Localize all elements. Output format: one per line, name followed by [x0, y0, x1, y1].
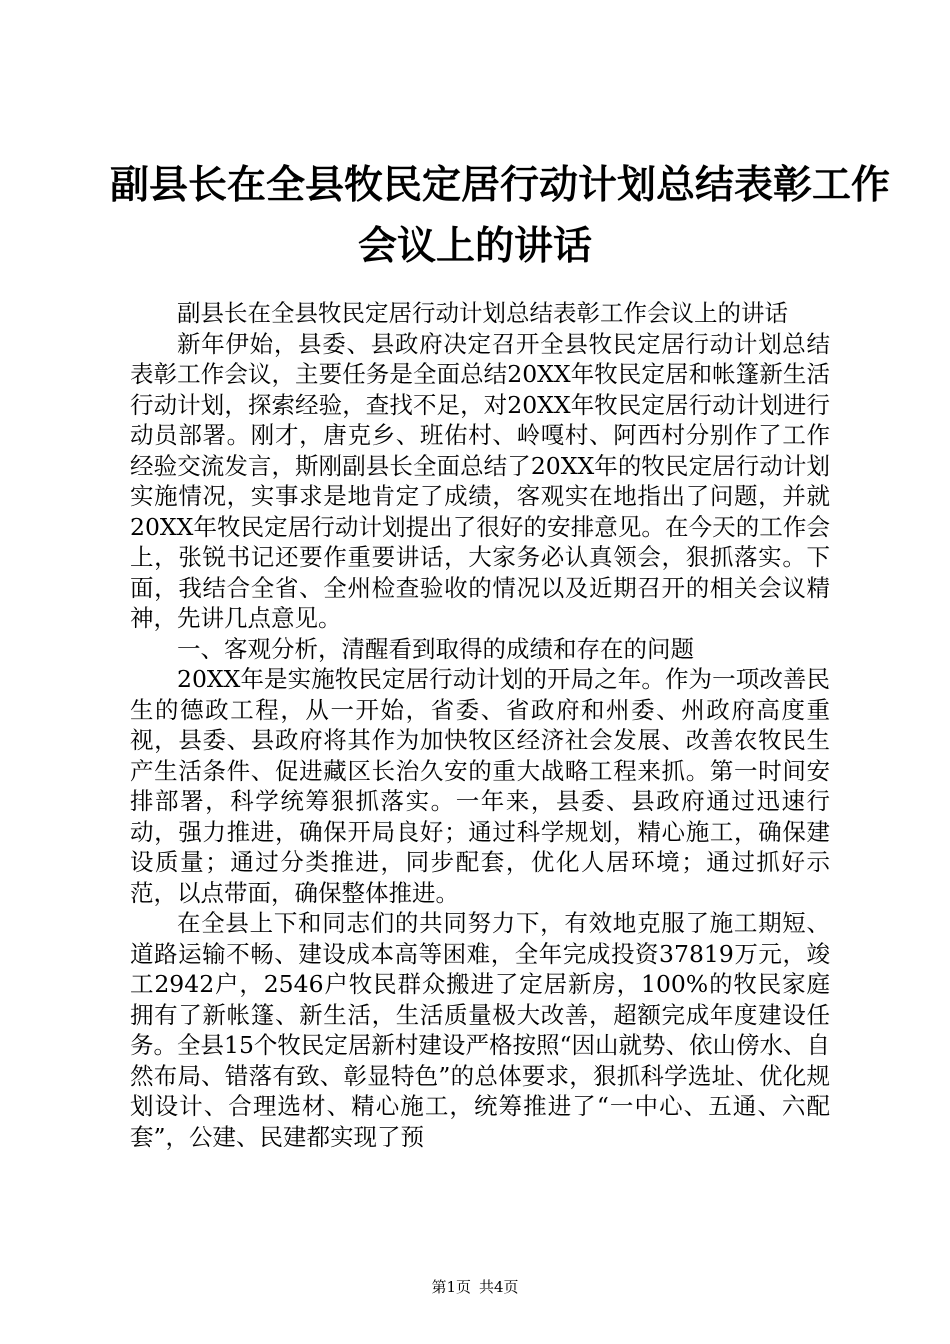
section-heading-1: 一、客观分析，清醒看到取得的成绩和存在的问题	[177, 634, 694, 663]
paragraph-subtitle: 副县长在全县牧民定居行动计划总结表彰工作会议上的讲话	[177, 299, 788, 327]
document-body	[130, 298, 830, 1152]
page-number: 第1页	[431, 1278, 471, 1296]
paragraph-achievements: 在全县上下和同志们的共同努力下，有效地克服了施工期短、道路运输不畅、建设成本高等困难，全年完成投资37819万元，竣工2942户，2546户牧民群众搬进了定居新房，100%的牧民家庭拥有了新帐篷、新生活，生活质量极大改善，超额完成年度建设任务。全县15个牧民定居新村建设严格按照“因山就势、依山傍水、自然布局、错落有致、彰显特色”的总体要求，狠抓科学选址、优化规划设计、合理选材、精心施工，统筹推进了“一中心、五通、六配套”，公建、民建都实现了预	[130, 909, 830, 1151]
page-footer	[0, 1277, 950, 1297]
document-title-line-2: 会议上的讲话	[357, 223, 592, 269]
page-total: 共4页	[479, 1278, 519, 1296]
document-title-line-1: 副县长在全县牧民定居行动计划总结表彰工作	[110, 162, 891, 208]
paragraph-opening: 新年伊始，县委、县政府决定召开全县牧民定居行动计划总结表彰工作会议，主要任务是全面总结20XX年牧民定居和帐篷新生活行动计划，探索经验，查找不足，对20XX年牧民定居行动计划进行动员部署。刚才，唐克乡、班佑村、岭嘎村、阿西村分别作了工作经验交流发言，斯刚副县长全面总结了20XX年的牧民定居行动计划实施情况，实事求是地肯定了成绩，客观实在地指出了问题，并就20XX年牧民定居行动计划提出了很好的安排意见。在今天的工作会上，张锐书记还要作重要讲话，大家务必认真领会，狠抓落实。下面，我结合全省、全州检查验收的情况以及近期召开的相关会议精神，先讲几点意见。	[130, 329, 830, 632]
paragraph-overview: 20XX年是实施牧民定居行动计划的开局之年。作为一项改善民生的德政工程，从一开始，省委、省政府和州委、州政府高度重视，县委、县政府将其作为加快牧区经济社会发展、改善农牧民生产生活条件、促进藏区长治久安的重大战略工程来抓。第一时间安排部署，科学统筹狠抓落实。一年来，县委、县政府通过迅速行动，强力推进，确保开局良好；通过科学规划，精心施工，确保建设质量；通过分类推进，同步配套，优化人居环境；通过抓好示范，以点带面，确保整体推进。	[130, 665, 830, 907]
